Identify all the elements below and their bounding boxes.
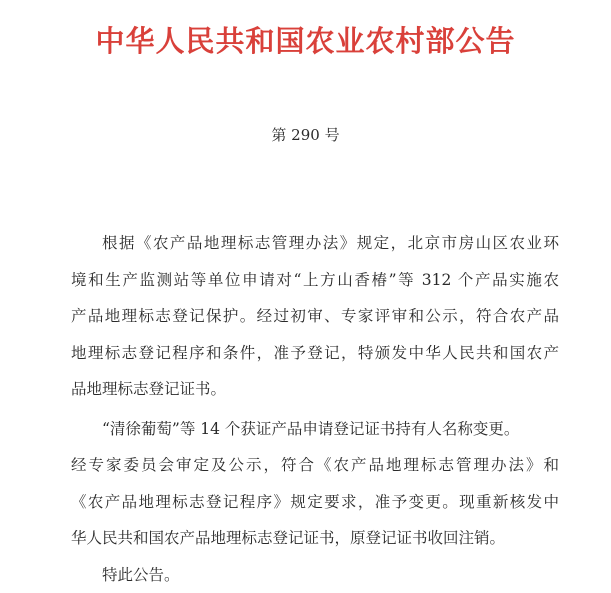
paragraph-2-line: 华人民共和国农产品地理标志登记证书，原登记证书收回注销。 [71,520,559,557]
paragraph-2-line: 《农产品地理标志登记程序》规定要求，准予变更。现重新核发中 [71,484,559,521]
paragraph-1-line: 根据《农产品地理标志管理办法》规定，北京市房山区农业环 [71,225,559,262]
paragraph-1-line: 境和生产监测站等单位申请对“上方山香椿”等 312 个产品实施农 [71,262,559,299]
paragraph-2-line: “清徐葡萄”等 14 个获证产品申请登记证书持有人名称变更。 [71,411,559,448]
paragraph-1-line: 品地理标志登记证书。 [71,371,559,408]
paragraph-1-line: 地理标志登记程序和条件，准予登记，特颁发中华人民共和国农产 [71,335,559,372]
paragraph-1 [71,225,559,408]
closing-line: 特此公告。 [71,557,559,593]
document-number: 第 290 号 [0,124,611,145]
announcement-title: 中华人民共和国农业农村部公告 [0,19,611,60]
paragraph-1-line: 产品地理标志登记保护。经过初审、专家评审和公示，符合农产品 [71,298,559,335]
announcement-body [71,225,559,593]
paragraph-2 [71,411,559,557]
paragraph-2-line: 经专家委员会审定及公示，符合《农产品地理标志管理办法》和 [71,447,559,484]
